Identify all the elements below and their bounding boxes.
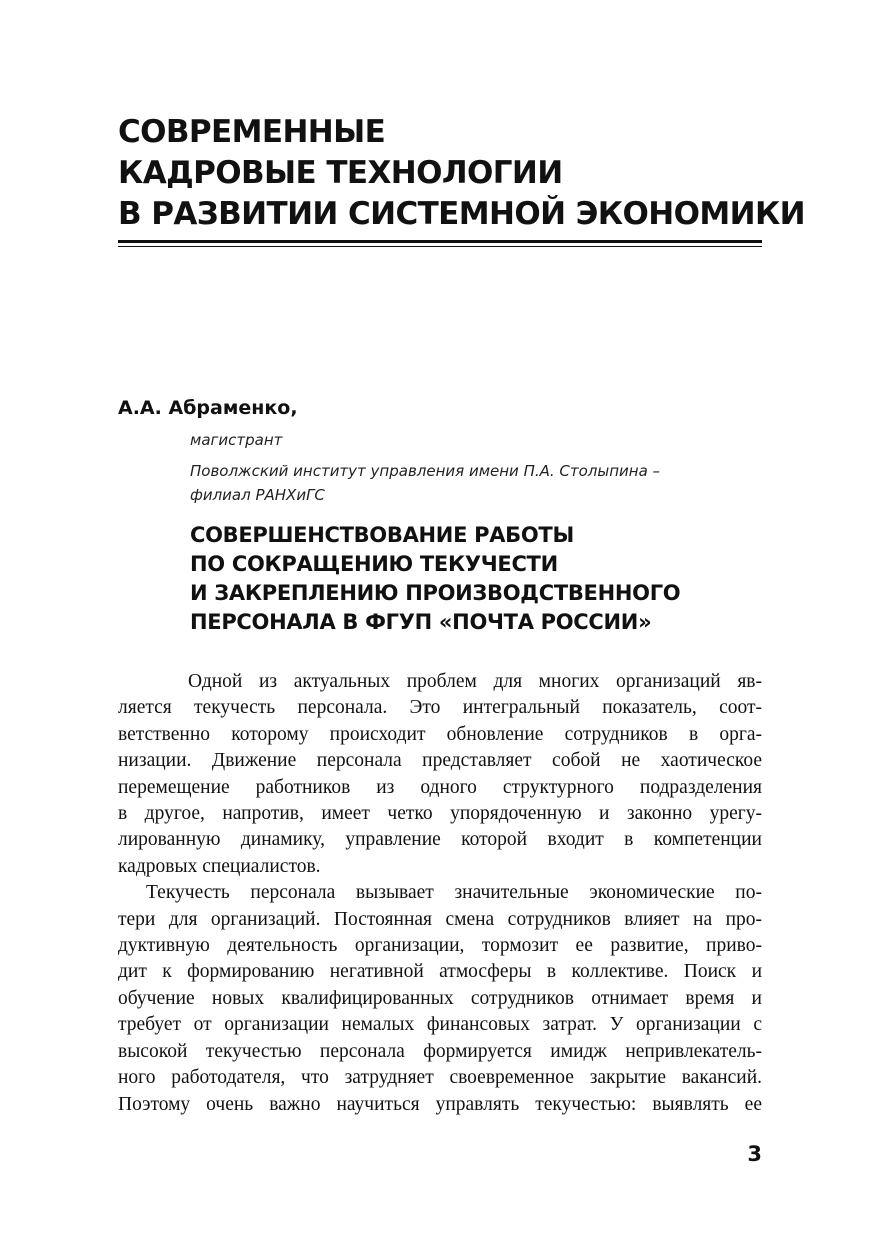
text-line: высокой текучестью персонала формируется имидж непривлекатель- bbox=[118, 1040, 762, 1062]
body-paragraph-2 bbox=[118, 880, 762, 1118]
section-title-line: КАДРОВЫЕ ТЕХНОЛОГИИ bbox=[118, 155, 563, 191]
text-line: ляется текучесть персонала. Это интегральный показатель, соот- bbox=[118, 697, 762, 719]
article-title-line: ПО СОКРАЩЕНИЮ ТЕКУЧЕСТИ bbox=[190, 552, 558, 576]
text-line: обучение новых квалифицированных сотрудников отнимает время и bbox=[118, 987, 762, 1009]
text-line: тери для организаций. Постоянная смена сотрудников влияет на про- bbox=[118, 908, 762, 930]
author-affiliation-line: филиал РАНХиГС bbox=[190, 486, 325, 504]
body-paragraph-1 bbox=[118, 669, 762, 880]
author-degree: магистрант bbox=[190, 431, 283, 449]
text-line: Текучесть персонала вызывает значительные экономические по- bbox=[146, 882, 762, 904]
section-title-line: В РАЗВИТИИ СИСТЕМНОЙ ЭКОНОМИКИ bbox=[118, 196, 806, 232]
article-body bbox=[118, 669, 762, 1118]
text-line: лированную динамику, управление которой входит в компетенции bbox=[118, 829, 762, 851]
page-number: 3 bbox=[747, 1142, 762, 1166]
text-line: в другое, напротив, имеет четко упорядоченную и законно урегу- bbox=[118, 803, 762, 825]
article-title-line: И ЗАКРЕПЛЕНИЮ ПРОИЗВОДСТВЕННОГО bbox=[190, 581, 681, 605]
author-name: А.А. Абраменко, bbox=[118, 397, 298, 419]
text-line: ветственно которому происходит обновление сотрудников в орга- bbox=[118, 723, 762, 745]
article-title-line: СОВЕРШЕНСТВОВАНИЕ РАБОТЫ bbox=[190, 523, 574, 547]
article-title-line: ПЕРСОНАЛА В ФГУП «ПОЧТА РОССИИ» bbox=[190, 610, 652, 634]
text-line: кадровых специалистов. bbox=[118, 855, 321, 877]
author-affiliation bbox=[190, 459, 750, 507]
text-line: дуктивную деятельность организации, тормозит ее развитие, приво- bbox=[118, 935, 762, 957]
text-line: Одной из актуальных проблем для многих организаций яв- bbox=[188, 671, 762, 692]
article-title bbox=[190, 521, 762, 637]
text-line: низации. Движение персонала представляет собой не хаотическое bbox=[118, 750, 762, 772]
section-title-line: СОВРЕМЕННЫЕ bbox=[118, 114, 386, 150]
text-line: Поэтому очень важно научиться управлять текучестью: выявлять ее bbox=[118, 1093, 762, 1115]
text-line: перемещение работников из одного структурного подразделения bbox=[118, 776, 762, 798]
text-line: требует от организации немалых финансовых затрат. У организации с bbox=[118, 1014, 762, 1036]
text-line: дит к формированию негативной атмосферы в коллективе. Поиск и bbox=[118, 961, 762, 983]
author-affiliation-line: Поволжский институт управления имени П.А. Столыпина – bbox=[190, 462, 661, 480]
double-rule-divider bbox=[118, 240, 762, 247]
text-line: ного работодателя, что затрудняет своевременное закрытие вакансий. bbox=[118, 1067, 762, 1089]
section-title bbox=[118, 112, 806, 235]
